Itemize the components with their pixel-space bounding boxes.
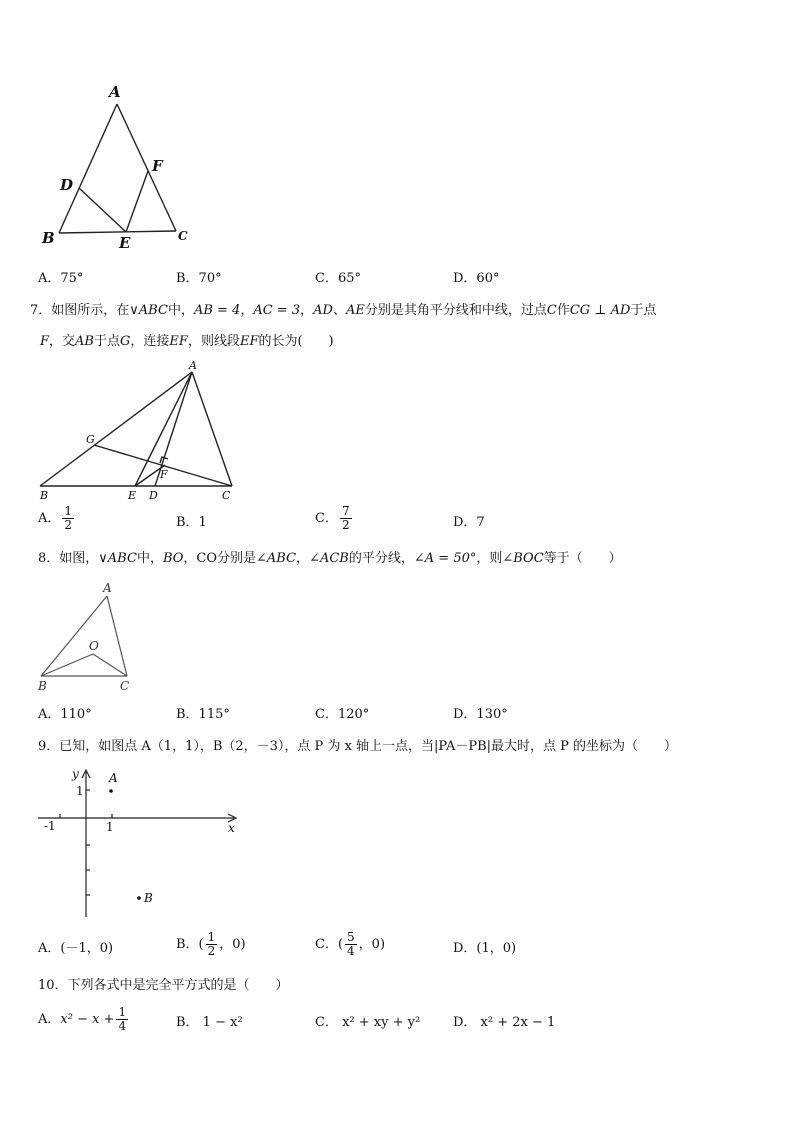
- q8-label-A: A: [103, 581, 112, 595]
- q9-tick-y-1: 1: [76, 784, 84, 798]
- q6-option-c[interactable]: C．65°: [315, 271, 361, 286]
- q10-option-c[interactable]: C． x² + xy + y²: [315, 1015, 421, 1030]
- q7-stem-line1: 7．如图所示，在∨ABC中，AB = 4，AC = 3，AD、AE分别是其角平分线和中线，过点C作CG ⊥ AD于点: [30, 303, 657, 318]
- q6-option-b[interactable]: B．70°: [176, 271, 222, 286]
- q6-option-a[interactable]: A．75°: [38, 271, 84, 286]
- q9-axis-y-label: y: [72, 767, 79, 781]
- q8-label-O: O: [89, 639, 99, 653]
- q7-label-A: A: [189, 359, 197, 372]
- q7-option-a[interactable]: A． $\frac{1}{2}$: [38, 504, 73, 532]
- q6-label-C: C: [178, 229, 188, 243]
- q8-option-a[interactable]: A．110°: [38, 707, 92, 722]
- q9-option-d[interactable]: D．(1，0): [453, 941, 517, 956]
- q7-label-E: E: [128, 489, 137, 502]
- q9-tick-x-1: 1: [106, 820, 114, 834]
- q8-option-d[interactable]: D．130°: [453, 707, 508, 722]
- q9-point-B: [137, 896, 141, 900]
- q9-tick-x-neg1: -1: [44, 819, 56, 833]
- q9-label-B: B: [144, 891, 153, 905]
- q6-label-A: A: [109, 83, 121, 101]
- q10-option-b[interactable]: B． 1 − x²: [176, 1015, 243, 1030]
- q8-label-C: C: [120, 679, 130, 693]
- q9-stem: 9．已知，如图点 A（1，1），B（2，－3），点 P 为 x 轴上一点，当|PA－PB|最大时，点 P 的坐标为（ ）: [38, 739, 678, 754]
- q7-label-C: C: [222, 489, 231, 502]
- q7-label-D: D: [149, 489, 158, 502]
- q9-point-A: [109, 789, 113, 793]
- q8-option-b[interactable]: B．115°: [176, 707, 230, 722]
- q9-option-b[interactable]: B．( $\frac{1}{2}$ ，0): [176, 930, 246, 958]
- q7-label-G: G: [86, 433, 95, 446]
- q8-label-B: B: [38, 679, 47, 693]
- q7-label-F: F: [160, 468, 168, 481]
- q9-label-A: A: [109, 771, 118, 785]
- q7-option-d[interactable]: D．7: [453, 515, 485, 530]
- q6-label-F: F: [152, 157, 163, 175]
- q7-label-B: B: [40, 489, 49, 502]
- q10-option-d[interactable]: D． x² + 2x − 1: [453, 1015, 556, 1030]
- q7-option-c[interactable]: C． $\frac{7}{2}$: [315, 504, 350, 532]
- q6-label-D: D: [60, 176, 74, 194]
- q7-option-b[interactable]: B．1: [176, 515, 207, 530]
- q9-axis-x-label: x: [228, 821, 235, 835]
- q10-stem: 10．下列各式中是完全平方式的是（ ）: [38, 978, 289, 993]
- q9-option-c[interactable]: C．( $\frac{5}{4}$ ，0): [315, 930, 386, 958]
- q7-stem-line2: F，交AB于点G，连接EF，则线段EF的长为( ): [40, 334, 334, 349]
- q9-option-a[interactable]: A．(－1，0): [38, 941, 114, 956]
- q6-label-E: E: [119, 234, 131, 252]
- q6-option-d[interactable]: D．60°: [453, 271, 500, 286]
- q8-stem: 8．如图，∨ABC中，BO，CO分别是∠ABC，∠ACB的平分线，∠A = 50°，则∠BOC等于（ ）: [38, 551, 622, 566]
- q8-option-c[interactable]: C．120°: [315, 707, 370, 722]
- q6-label-B: B: [42, 229, 55, 247]
- q10-option-a[interactable]: A．x² − x + $\frac{1}{4}$: [38, 1005, 127, 1033]
